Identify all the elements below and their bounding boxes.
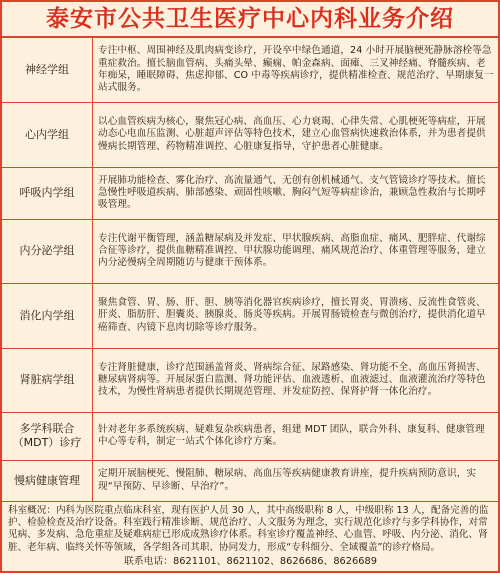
row-description: 专注中枢、周围神经及肌肉病变诊疗，开设卒中绿色通道，24 小时开展脑梗死静脉溶栓等急重症救治。擅长脑血管病、头痛头晕、癫痫、帕金森病、面瘫、三叉神经痛、脊髓疾病、老年痴呆，睡眠障碍、焦虑抑郁、CO 中毒等疾病诊疗，提供精准检查、规范治疗、早期康复一站式服务。 <box>93 38 499 102</box>
contact-phones <box>8 555 493 568</box>
phone-label: 联系电话： <box>124 556 174 568</box>
row-label: 内分泌学组 <box>2 219 93 283</box>
row-description: 专注肾脏健康，诊疗范围涵盖肾炎、肾病综合征、尿路感染、肾功能不全、高血压肾损害、糖尿病肾病等。开展尿蛋白监测、肾功能评估、血液透析、血液滤过、血液灌流治疗等特色技术，为慢性肾病患者提供长期规范管理、并发症防控、保肾护肾一体化治疗。 <box>93 348 499 412</box>
row-description: 聚焦食管、胃、肠、肝、胆、胰等消化器官疾病诊疗，擅长胃炎、胃溃疡、反流性食管炎、肝炎、脂肪肝、胆囊炎、胰腺炎、肠炎等疾病。开展胃肠镜检查与微创治疗，提供消化道早癌筛查、内镜下息肉切除等诊疗服务。 <box>93 283 499 348</box>
table-row <box>2 348 498 412</box>
row-description: 定期开展脑梗死、慢阻肺、糖尿病、高血压等疾病健康教育讲座，提升疾病预防意识，实现“早预防、早诊断、早治疗”。 <box>93 460 499 501</box>
department-overview <box>2 502 498 569</box>
row-label: 消化内学组 <box>2 283 93 348</box>
row-description: 开展肺功能检查、雾化治疗、高流量通气、无创有创机械通气、支气管镜诊疗等技术。擅长急慢性呼吸道疾病、肺部感染、顽固性咳嗽、胸闷气短等病症诊治，兼顾急性救治与长期呼吸管理。 <box>93 167 499 219</box>
row-description: 以心血管疾病为核心，聚焦冠心病、高血压、心力衰竭、心律失常、心肌梗死等病症，开展动态心电血压监测、心脏超声评估等特色技术，建立心血管病快速救治体系，并为患者提供慢病长期管理、药物精准调控、心脏康复指导，守护患者心脏健康。 <box>93 102 499 167</box>
row-label: 神经学组 <box>2 38 93 102</box>
overview-text: 科室概况：内科为医院重点临床科室，现有医护人员 30 人，其中高级职称 8 人，中级职称 13 人，配备完善的监护、检验检查及治疗设备。科室践行精准诊断、规范治疗、人文服务为理念，实行规范化诊疗与多学科协作，对常见病、多发病、急危重症及疑难病症已形成成熟诊疗体系。科室诊疗覆盖神经、心血管、呼吸、内分泌、消化、肾脏、老年病、临终关怀等领域，各学组各司其职、协同发力，形成“专科细分、全域覆盖”的诊疗格局。 <box>8 504 489 553</box>
table-row <box>2 102 498 167</box>
row-label: 心内学组 <box>2 102 93 167</box>
phone-numbers: 8621101、8621102、8626686、8626689 <box>173 556 377 568</box>
department-table <box>2 38 498 502</box>
table-row <box>2 167 498 219</box>
row-label: 多学科联合（MDT）诊疗 <box>2 412 93 460</box>
table-row <box>2 38 498 102</box>
row-label: 肾脏病学组 <box>2 348 93 412</box>
row-description: 专注代谢平衡管理，涵盖糖尿病及并发症、甲状腺疾病、高脂血症、痛风、肥胖症、代谢综合征等诊疗，提供血糖精准调控、甲状腺功能调理、痛风规范治疗、体重管理等服务，建立内分泌慢病全周期随访与健康干预体系。 <box>93 219 499 283</box>
row-description: 针对老年多系统疾病、疑难复杂疾病患者，组建 MDT 团队，联合外科、康复科、健康管理中心等专科，制定一站式个体化诊疗方案。 <box>93 412 499 460</box>
table-row <box>2 412 498 460</box>
table-row <box>2 219 498 283</box>
table-row <box>2 460 498 501</box>
page-title: 泰安市公共卫生医疗中心内科业务介绍 <box>2 2 498 38</box>
table-row <box>2 283 498 348</box>
row-label: 慢病健康管理 <box>2 460 93 501</box>
row-label: 呼吸内学组 <box>2 167 93 219</box>
